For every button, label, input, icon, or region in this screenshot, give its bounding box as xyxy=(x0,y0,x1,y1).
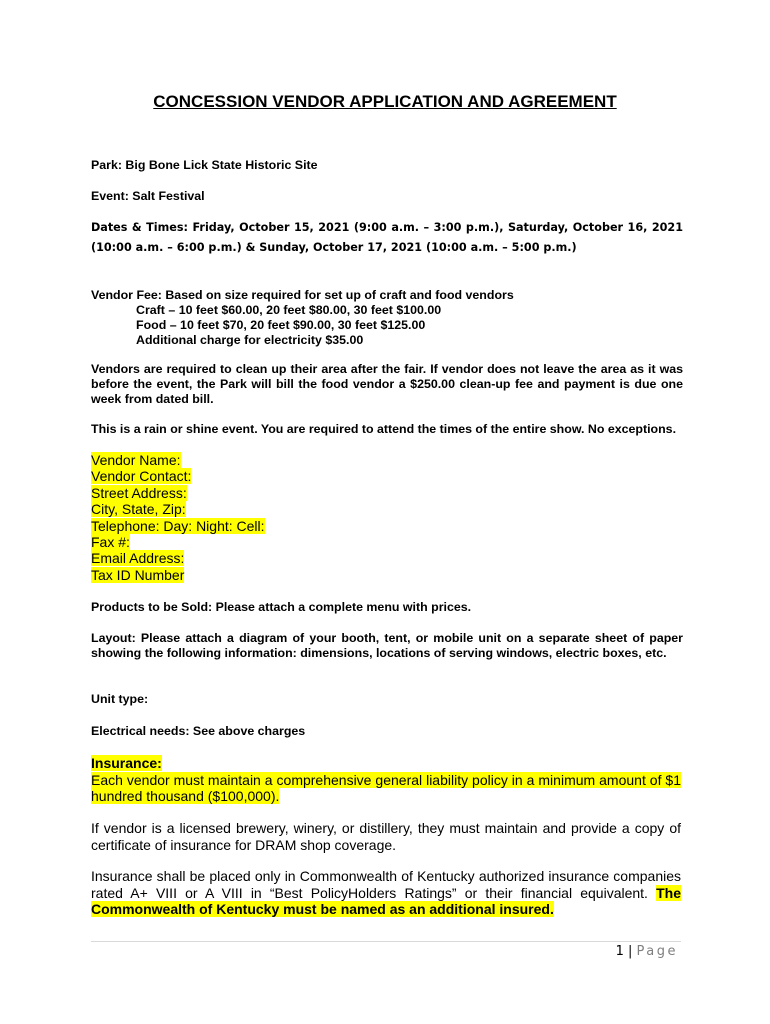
additional-insured-text: The Commonwealth of Kentucky must be named as an additional insured. xyxy=(91,884,681,918)
city-state-zip-field[interactable]: City, State, Zip: xyxy=(91,501,186,518)
telephone-field[interactable]: Telephone: Day: Night: Cell: xyxy=(91,517,265,534)
unit-type-line: Unit type: xyxy=(91,692,149,706)
vendor-form-fields xyxy=(91,452,265,583)
layout-paragraph: Layout: Please attach a diagram of your booth, tent, or mobile unit on a separate sheet of paper showing the following information: dimensions, locations of serving windows, electric boxes, etc. xyxy=(91,631,683,660)
page-title: CONCESSION VENDOR APPLICATION AND AGREEMENT xyxy=(153,92,617,111)
park-line: Park: Big Bone Lick State Historic Site xyxy=(91,158,318,172)
dates-times: Dates & Times: Friday, October 15, 2021 (9:00 a.m. – 3:00 p.m.), Saturday, October 16, 2021 (10:00 a.m. – 6:00 p.m.) & Sunday, October 17, 2021 (10:00 a.m. – 5:00 p.m.) xyxy=(91,221,683,254)
page-separator: | xyxy=(627,944,633,959)
craft-fee: Craft – 10 feet $60.00, 20 feet $80.00, 30 feet $100.00 xyxy=(136,303,442,317)
insurance-placed-paragraph xyxy=(91,868,681,918)
electric-fee: Additional charge for electricity $35.00 xyxy=(136,333,364,347)
food-fee: Food – 10 feet $70, 20 feet $90.00, 30 feet $125.00 xyxy=(136,318,426,332)
insurance-section xyxy=(91,755,681,805)
footer-divider xyxy=(91,941,681,942)
brewery-paragraph: If vendor is a licensed brewery, winery, or distillery, they must maintain and provide a copy of certificate of insurance for DRAM shop coverage. xyxy=(91,820,681,853)
rain-or-shine: This is a rain or shine event. You are required to attend the times of the entire show. No exceptions. xyxy=(91,422,677,436)
insurance-policy: Each vendor must maintain a comprehensive general liability policy in a minimum amount of $1 hundred thousand ($100,000). xyxy=(91,771,681,805)
page-number: 1 xyxy=(615,944,624,959)
tax-id-field[interactable]: Tax ID Number xyxy=(91,566,185,583)
vendor-fee-heading: Vendor Fee: Based on size required for set up of craft and food vendors xyxy=(91,288,514,302)
page-footer xyxy=(616,944,678,959)
street-address-field[interactable]: Street Address: xyxy=(91,484,187,501)
page-label: Page xyxy=(636,944,678,959)
products-line: Products to be Sold: Please attach a complete menu with prices. xyxy=(91,600,472,614)
cleanup-paragraph: Vendors are required to clean up their area after the fair. If vendor does not leave the area as it was before the event, the Park will bill the food vendor a $250.00 clean-up fee and payment is due one week from dated bill. xyxy=(91,362,683,406)
electrical-needs-line: Electrical needs: See above charges xyxy=(91,724,306,738)
email-field[interactable]: Email Address: xyxy=(91,550,185,567)
vendor-name-field[interactable]: Vendor Name: xyxy=(91,452,181,468)
insurance-placed-text: Insurance shall be placed only in Commonwealth of Kentucky authorized insurance companies rated A+ VIII or A VIII in “Best PolicyHolders Ratings” or their financial equivalent. xyxy=(91,868,681,901)
event-line: Event: Salt Festival xyxy=(91,189,205,203)
insurance-heading: Insurance: xyxy=(91,755,162,771)
vendor-contact-field[interactable]: Vendor Contact: xyxy=(91,468,192,485)
fax-field[interactable]: Fax #: xyxy=(91,533,130,550)
